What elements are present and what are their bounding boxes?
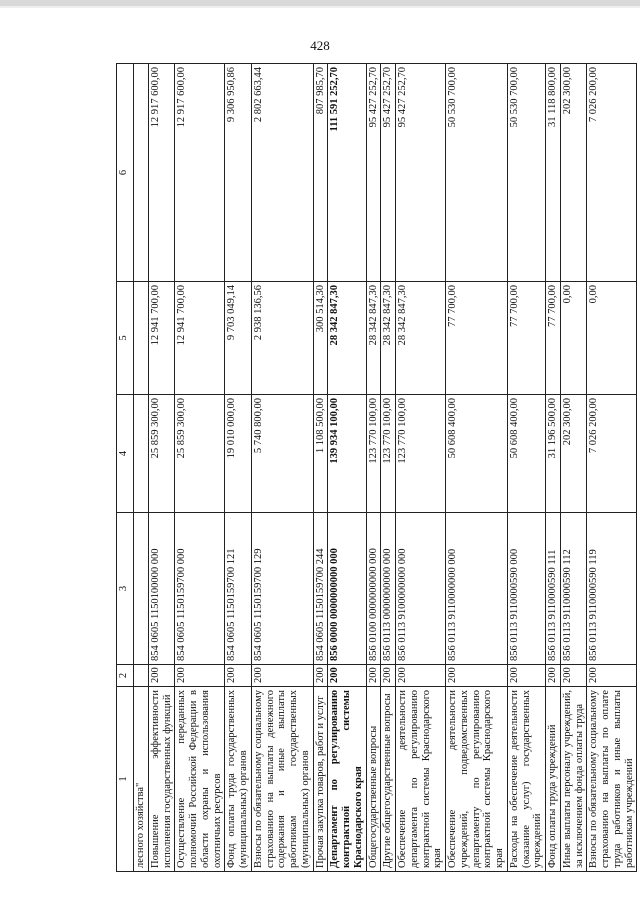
row-name-cell: Обеспечение деятельности департамента по регулированию контрактной системы Краснодарского края	[396, 687, 446, 872]
header-cell: 2	[117, 665, 134, 687]
row-kbk-cell: 854 0605 1150159700 244	[313, 513, 328, 665]
row-remainder-cell: 50 530 700,00	[507, 64, 545, 282]
row-name-cell: Фонд оплаты труда учреждений	[546, 687, 561, 872]
row-kbk-cell: 856 0100 0000000000 000	[366, 513, 381, 665]
row-code-cell: 200	[366, 665, 381, 687]
row-fact-cell: 12 941 700,00	[175, 282, 225, 395]
row-code-cell: 200	[175, 665, 225, 687]
row-kbk-cell: 856 0113 9110000590 119	[587, 513, 637, 665]
row-remainder-cell: 2 802 663,44	[251, 64, 313, 282]
row-name-cell: Иные выплаты персоналу учреждений, за исключением фонда оплаты труда	[560, 687, 587, 872]
row-fact-cell: 28 342 847,30	[366, 282, 381, 395]
table-row	[148, 64, 175, 872]
row-remainder-cell	[134, 64, 149, 282]
row-name-cell: Взносы по обязательному социальному страхованию на выплаты по оплате труда работников и иные выплаты работникам учреждений	[587, 687, 637, 872]
row-name-cell: Прочая закупка товаров, работ и услуг	[313, 687, 328, 872]
row-plan-cell: 25 859 300,00	[175, 395, 225, 513]
row-fact-cell: 77 700,00	[546, 282, 561, 395]
row-plan-cell: 5 740 800,00	[251, 395, 313, 513]
row-name-cell: Фонд оплаты труда государственных (муниципальных) органов	[225, 687, 252, 872]
table-row	[366, 64, 381, 872]
header-row	[117, 64, 134, 872]
row-name-cell: Обеспечение деятельности учреждений, подведомственных департаменту по регулированию контрактной системы Краснодарского края	[446, 687, 508, 872]
row-code-cell: 200	[587, 665, 637, 687]
row-remainder-cell: 95 427 252,70	[366, 64, 381, 282]
row-remainder-cell: 95 427 252,70	[381, 64, 396, 282]
row-plan-cell: 1 108 500,00	[313, 395, 328, 513]
table-row	[134, 64, 149, 872]
row-plan-cell: 139 934 100,00	[328, 395, 366, 513]
row-remainder-cell: 9 306 950,86	[225, 64, 252, 282]
row-remainder-cell: 12 917 600,00	[148, 64, 175, 282]
row-kbk-cell: 856 0113 9110000590 112	[560, 513, 587, 665]
row-name-cell: Департамент по регулированию контрактной системы Краснодарского края	[328, 687, 366, 872]
row-fact-cell: 77 700,00	[507, 282, 545, 395]
row-code-cell: 200	[381, 665, 396, 687]
row-fact-cell: 28 342 847,30	[381, 282, 396, 395]
row-kbk-cell: 856 0113 9110000000 000	[446, 513, 508, 665]
row-code-cell: 200	[446, 665, 508, 687]
row-remainder-cell: 111 591 252,70	[328, 64, 366, 282]
row-plan-cell: 19 010 000,00	[225, 395, 252, 513]
row-fact-cell: 9 703 049,14	[225, 282, 252, 395]
row-code-cell: 200	[560, 665, 587, 687]
row-plan-cell: 123 770 100,00	[396, 395, 446, 513]
table-row	[560, 64, 587, 872]
row-plan-cell: 50 608 400,00	[446, 395, 508, 513]
row-name-cell: Взносы по обязательному социальному страхованию на выплаты денежного содержания и иные выплаты работникам государственных (муниципальных) органов	[251, 687, 313, 872]
row-name-cell: Осуществление переданных полномочий Российской Федерации в области охраны и использования охотничьих ресурсов	[175, 687, 225, 872]
row-name-cell: Повышение эффективности исполнения государственных функций	[148, 687, 175, 872]
table-row	[381, 64, 396, 872]
budget-table	[116, 63, 637, 872]
row-remainder-cell: 12 917 600,00	[175, 64, 225, 282]
table-row	[446, 64, 508, 872]
row-remainder-cell: 7 026 200,00	[587, 64, 637, 282]
row-plan-cell: 25 859 300,00	[148, 395, 175, 513]
header-cell: 6	[117, 64, 134, 282]
table-row	[507, 64, 545, 872]
row-kbk-cell: 854 0605 1150159700 129	[251, 513, 313, 665]
row-plan-cell: 202 300,00	[560, 395, 587, 513]
table-row	[225, 64, 252, 872]
row-remainder-cell: 31 118 800,00	[546, 64, 561, 282]
row-plan-cell: 123 770 100,00	[366, 395, 381, 513]
row-code-cell: 200	[546, 665, 561, 687]
row-code-cell: 200	[148, 665, 175, 687]
table-body	[134, 64, 637, 872]
row-code-cell: 200	[225, 665, 252, 687]
row-kbk-cell: 856 0113 0000000000 000	[381, 513, 396, 665]
row-fact-cell: 28 342 847,30	[396, 282, 446, 395]
row-fact-cell: 28 342 847,30	[328, 282, 366, 395]
row-kbk-cell: 854 0605 1150100000 000	[148, 513, 175, 665]
row-kbk-cell: 854 0605 1150159700 000	[175, 513, 225, 665]
row-name-cell: лесного хозяйства"	[134, 687, 149, 872]
row-plan-cell: 7 026 200,00	[587, 395, 637, 513]
row-fact-cell: 2 938 136,56	[251, 282, 313, 395]
row-kbk-cell: 854 0605 1150159700 121	[225, 513, 252, 665]
row-fact-cell: 12 941 700,00	[148, 282, 175, 395]
header-cell: 3	[117, 513, 134, 665]
table-row	[396, 64, 446, 872]
scan-top-edge-shadow	[0, 6, 640, 8]
rotated-table-content	[116, 64, 635, 872]
row-fact-cell	[134, 282, 149, 395]
row-remainder-cell: 202 300,00	[560, 64, 587, 282]
row-kbk-cell	[134, 513, 149, 665]
table-row	[546, 64, 561, 872]
row-kbk-cell: 856 0113 9100000000 000	[396, 513, 446, 665]
row-code-cell: 200	[313, 665, 328, 687]
table-row	[313, 64, 328, 872]
row-name-cell: Другие общегосударственные вопросы	[381, 687, 396, 872]
row-kbk-cell: 856 0000 0000000000 000	[328, 513, 366, 665]
row-kbk-cell: 856 0113 9110000590 000	[507, 513, 545, 665]
table-row	[587, 64, 637, 872]
row-remainder-cell: 95 427 252,70	[396, 64, 446, 282]
row-code-cell: 200	[328, 665, 366, 687]
header-cell: 4	[117, 395, 134, 513]
row-fact-cell: 0,00	[560, 282, 587, 395]
row-plan-cell: 31 196 500,00	[546, 395, 561, 513]
row-code-cell: 200	[507, 665, 545, 687]
row-remainder-cell: 50 530 700,00	[446, 64, 508, 282]
rotated-table-frame	[116, 64, 635, 872]
row-code-cell: 200	[396, 665, 446, 687]
table-row	[251, 64, 313, 872]
row-code-cell: 200	[251, 665, 313, 687]
row-plan-cell	[134, 395, 149, 513]
row-name-cell: Общегосударственные вопросы	[366, 687, 381, 872]
row-fact-cell: 300 514,30	[313, 282, 328, 395]
row-plan-cell: 123 770 100,00	[381, 395, 396, 513]
row-remainder-cell: 807 985,70	[313, 64, 328, 282]
header-cell: 1	[117, 687, 134, 872]
row-fact-cell: 0,00	[587, 282, 637, 395]
header-cell: 5	[117, 282, 134, 395]
row-kbk-cell: 856 0113 9110000590 111	[546, 513, 561, 665]
table-row	[175, 64, 225, 872]
row-plan-cell: 50 608 400,00	[507, 395, 545, 513]
row-name-cell: Расходы на обеспечение деятельности (оказание услуг) государственных учреждений	[507, 687, 545, 872]
page-number: 428	[310, 38, 330, 53]
row-code-cell	[134, 665, 149, 687]
row-fact-cell: 77 700,00	[446, 282, 508, 395]
table-row	[328, 64, 366, 872]
